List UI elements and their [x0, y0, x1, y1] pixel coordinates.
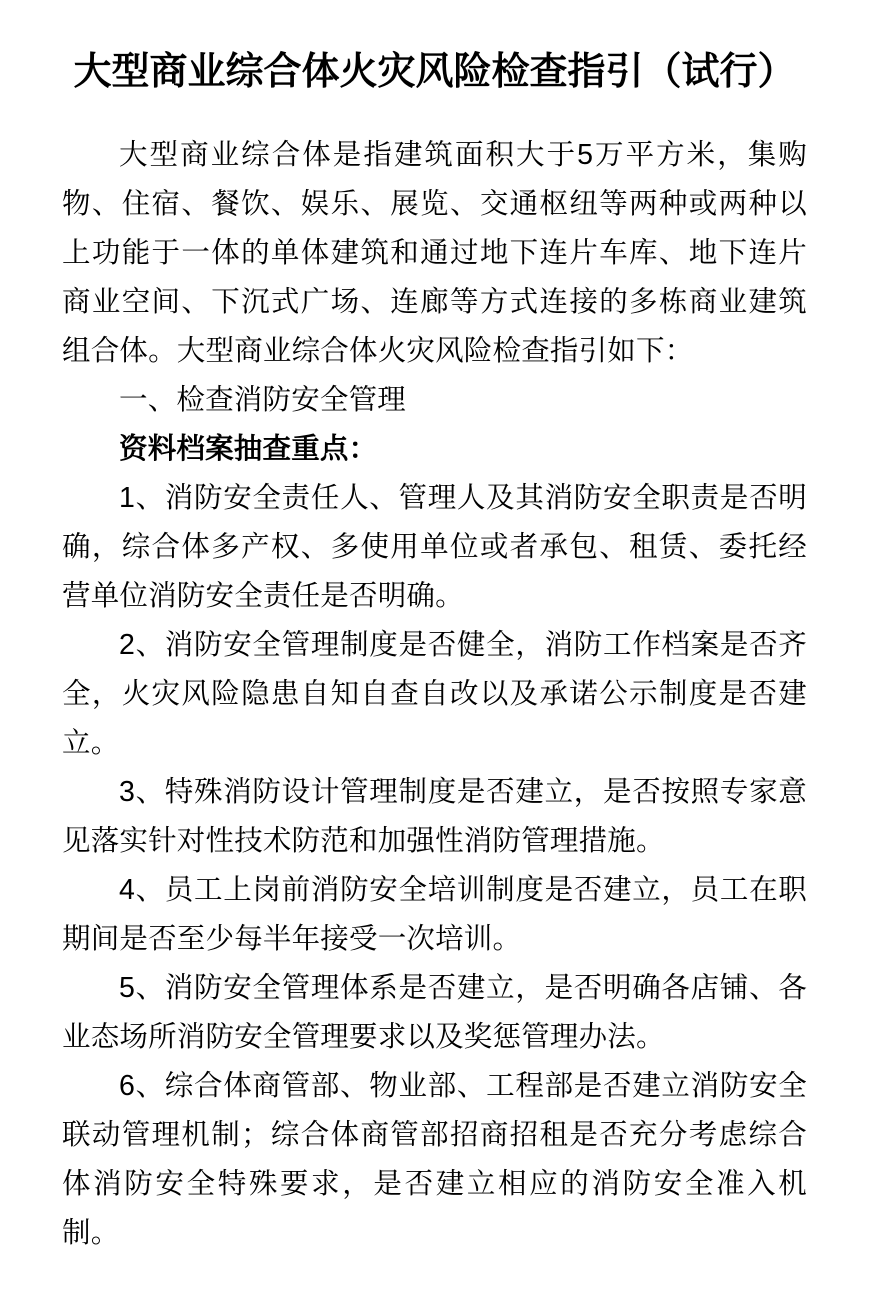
- heading-archive-focus: 资料档案抽查重点：: [119, 433, 378, 466]
- list-item-4: 4、员工上岗前消防安全培训制度是否建立，员工在职期间是否至少每半年接受一次培训。: [62, 874, 807, 956]
- list-item-3: 3、特殊消防设计管理制度是否建立，是否按照专家意见落实针对性技术防范和加强性消防管理措施。: [62, 776, 807, 858]
- list-item-6: 6、综合体商管部、物业部、工程部是否建立消防安全联动管理机制；综合体商管部招商招租是否充分考虑综合体消防安全特殊要求，是否建立相应的消防安全准入机制。: [62, 1070, 807, 1250]
- list-item-5: 5、消防安全管理体系是否建立，是否明确各店铺、各业态场所消防安全管理要求以及奖惩管理办法。: [62, 972, 807, 1054]
- heading-section-1: 一、检查消防安全管理: [119, 384, 407, 417]
- page-title: 大型商业综合体火灾风险检查指引（试行）: [73, 51, 796, 93]
- list-item-1: 1、消防安全责任人、管理人及其消防安全职责是否明确，综合体多产权、多使用单位或者承包、租赁、委托经营单位消防安全责任是否明确。: [62, 482, 807, 613]
- list-item-2: 2、消防安全管理制度是否健全，消防工作档案是否齐全，火灾风险隐患自知自查自改以及承诺公示制度是否建立。: [62, 629, 807, 760]
- paragraph-intro: 大型商业综合体是指建筑面积大于5万平方米，集购物、住宿、餐饮、娱乐、展览、交通枢纽等两种或两种以上功能于一体的单体建筑和通过地下连片车库、地下连片商业空间、下沉式广场、连廊等方式连接的多栋商业建筑组合体。大型商业综合体火灾风险检查指引如下：: [62, 139, 807, 368]
